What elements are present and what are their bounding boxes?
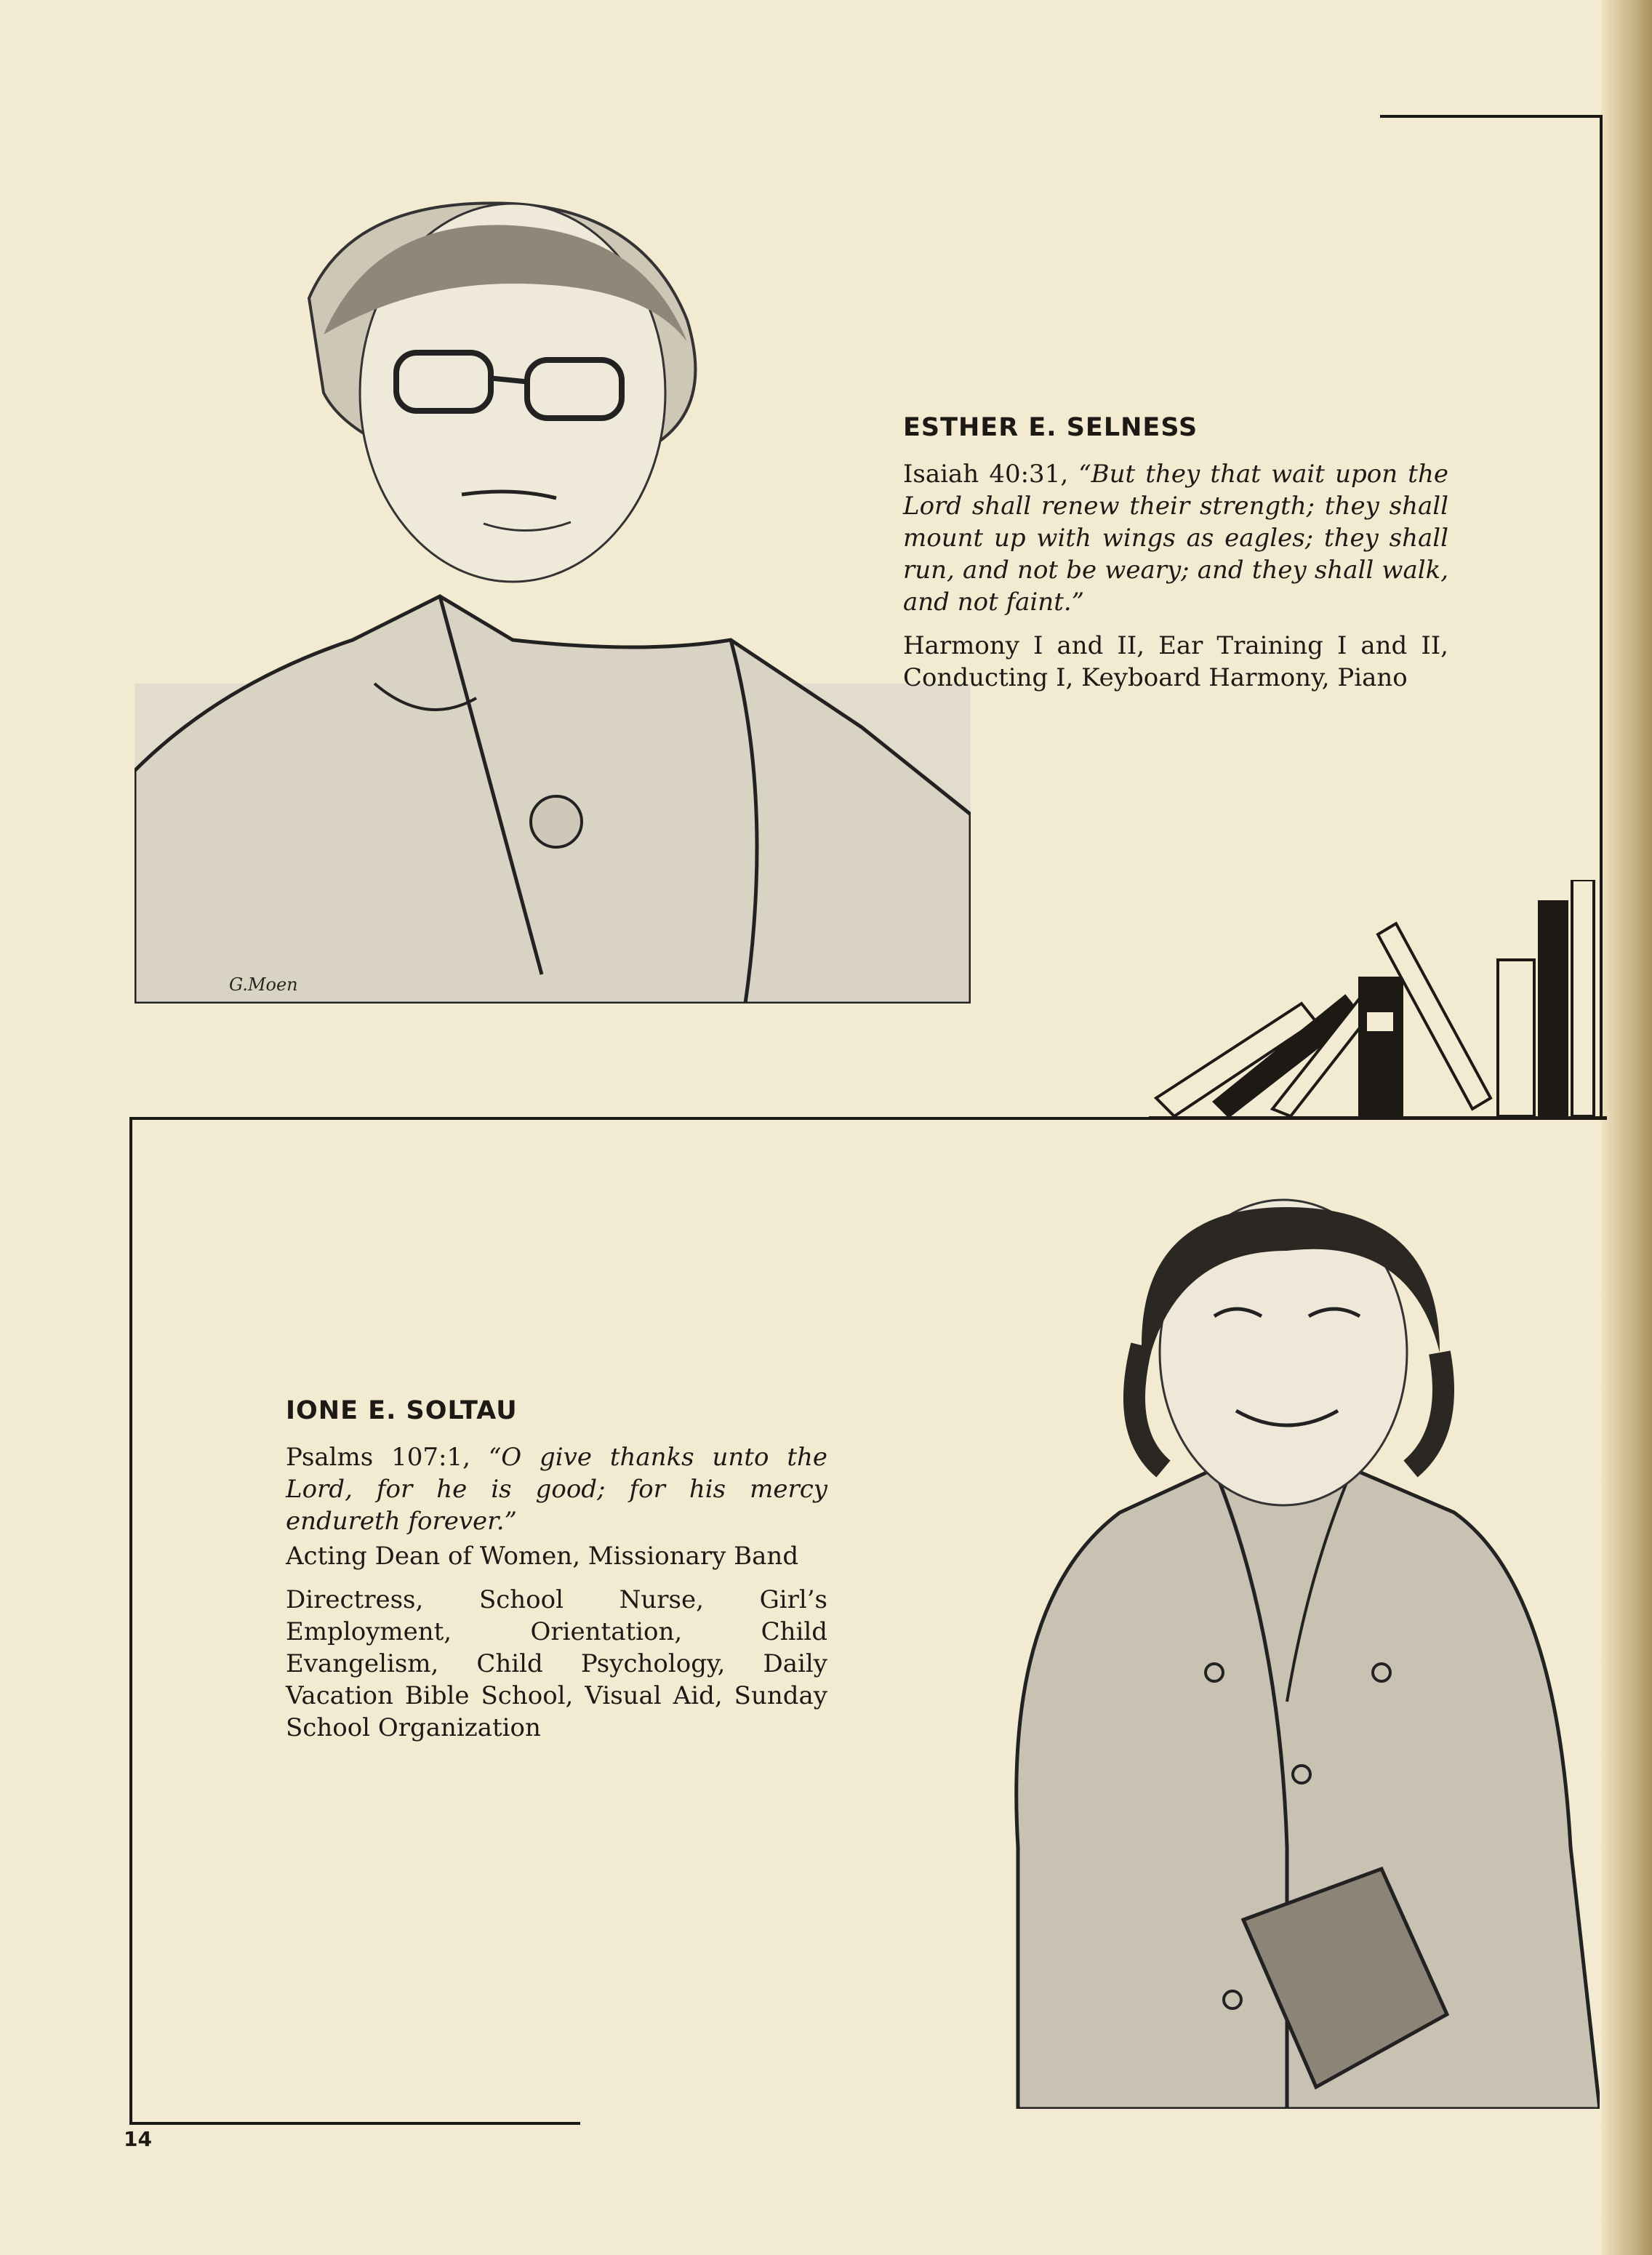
verse-reference: Isaiah 40:31, — [903, 460, 1069, 489]
portrait-sketch-2 — [974, 1193, 1600, 2109]
faculty-name: IONE E. SOLTAU — [286, 1396, 518, 1425]
faculty-name: ESTHER E. SELNESS — [903, 413, 1198, 442]
artist-signature-moen: G.Moen — [229, 974, 298, 995]
bottom-frame-rule — [129, 2122, 580, 2125]
portrait-esther-selness — [135, 175, 971, 1004]
scripture-verse — [903, 458, 1448, 618]
books-illustration — [1149, 880, 1607, 1120]
top-frame-rule — [1380, 115, 1603, 118]
courses-taught: Directress, School Nurse, Girl’s Employment, Orientation, Child Evangelism, Child Psychology, Daily Vacation Bible School, Visual Aid, Sunday School Organization — [286, 1585, 827, 1742]
portrait-ione-soltau — [974, 1193, 1600, 2109]
left-frame-rule — [129, 1117, 132, 2125]
bio-ione-soltau — [286, 1396, 827, 1755]
page-edge-shadow — [1601, 0, 1652, 2255]
portrait-sketch-1 — [135, 175, 971, 1004]
faculty-role: Acting Dean of Women, Missionary Band — [286, 1542, 799, 1571]
scripture-verse — [286, 1441, 827, 1537]
bio-esther-selness — [903, 413, 1448, 705]
courses-taught: Harmony I and II, Ear Training I and II, Conducting I, Keyboard Harmony, Piano — [903, 631, 1448, 692]
books-icon — [1149, 880, 1607, 1120]
verse-quote: “But they that wait upon the Lord shall renew their strength; they shall mount up with wings as eagles; they shall run, and not be weary; and they shall walk, and not faint.” — [903, 460, 1448, 617]
verse-quote: “O give thanks unto the Lord, for he is good; for his mercy endureth forever.” — [286, 1443, 828, 1536]
verse-reference: Psalms 107:1, — [286, 1443, 470, 1472]
page-number: 14 — [124, 2127, 152, 2151]
